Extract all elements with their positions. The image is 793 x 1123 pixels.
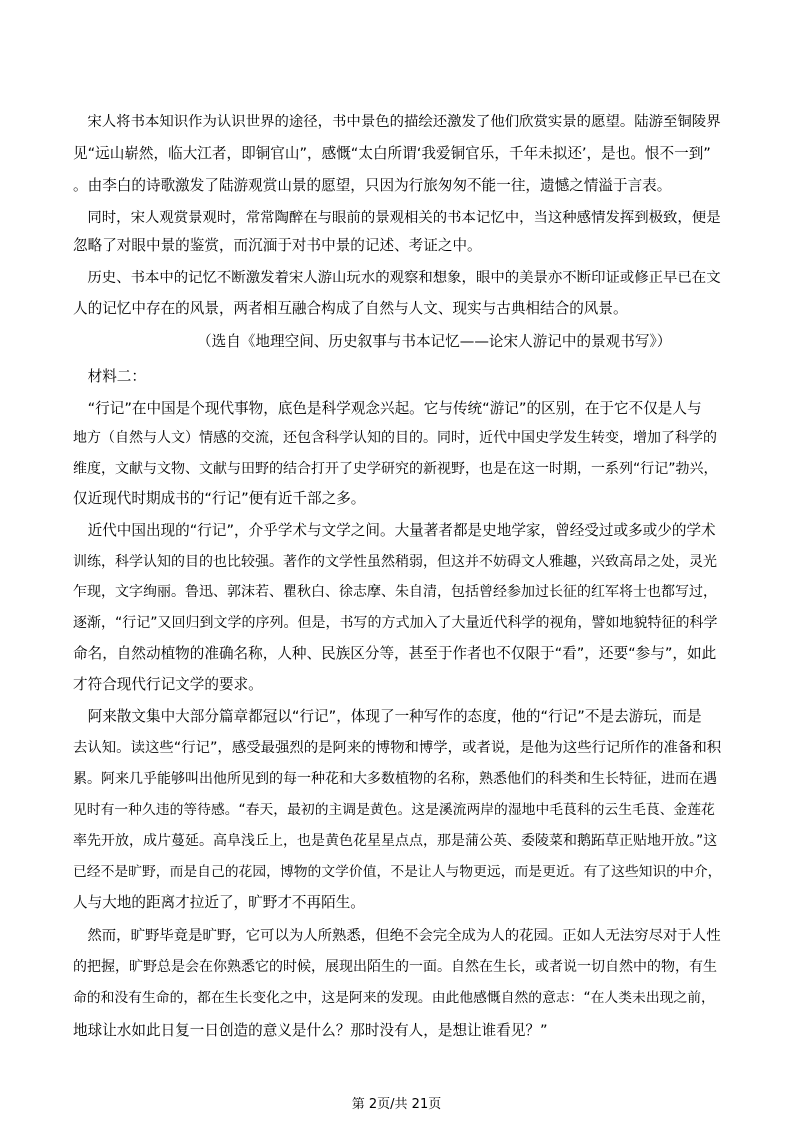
text-line: 宋人将书本知识作为认识世界的途径，书中景色的描绘还激发了他们欣赏实景的愿望。陆游至铜陵界 [73,114,721,130]
text-line: 见时有一种久违的等待感。“春天，最初的主调是黄色。这是溪流两岸的湿地中毛茛科的云生毛茛、金莲花 [73,802,715,818]
text-line: 然而，旷野毕竟是旷野，它可以为人所熟悉，但绝不会完全成为人的花园。正如人无法穷尽对于人性 [73,928,721,944]
text-line: 已经不是旷野，而是自己的花园，博物的文学价值，不是让人与物更远，而是更近。有了这些知识的中介， [73,864,722,880]
text-line: 累。阿来几乎能够叫出他所见到的每一种花和大多数植物的名称，熟悉他们的科类和生长特征，进而在遇 [73,771,717,787]
text-line: “行记”在中国是个现代事物，底色是科学观念兴起。它与传统“游记”的区别，在于它不仅是人与 [73,400,702,417]
text-line: 人与大地的距离才拉近了，旷野才不再陌生。 [73,894,365,911]
text-line: 逐渐，“行记”又回归到文学的序列。但是，书写的方式加入了大量近代科学的视角，譬如地貌特征的科学 [73,615,718,631]
text-line: 仅近现代时期成书的“行记”便有近千部之多。 [73,490,366,507]
text-line: 乍现，文字绚丽。鲁迅、郭沫若、瞿秋白、徐志摩、朱自清，包括曾经参加过长征的红军将士也都写过， [73,584,717,600]
text-line: 人的记忆中存在的风景，两者相互融合构成了自然与人文、现实与古典相结合的风景。 [73,300,628,317]
text-line: 去认知。读这些“行记”，感受最强烈的是阿来的博物和博学，或者说，是他为这些行记所作的准备和积 [73,740,722,756]
text-line: 阿来散文集中大部分篇章都冠以“行记”，体现了一种写作的态度，他的“行记”不是去游玩，而是 [73,708,702,725]
text-line: 维度，文献与文物、文献与田野的结合打开了史学研究的新视野，也是在这一时期，一系列“行记”勃兴， [73,461,718,477]
text-line: 命的和没有生命的，都在生长变化之中，这是阿来的发现。由此他感慨自然的意志：“在人类未出现之前， [73,990,715,1006]
text-line: 材料二： [73,368,146,385]
text-line: 近代中国出现的“行记”，介乎学术与文学之间。大量著者都是史地学家，曾经受过或多或少的学术 [73,522,716,539]
text-line: 的把握，旷野总是会在你熟悉它的时候，展现出陌生的一面。自然在生长，或者说一切自然中的物，有生 [73,959,717,975]
text-line: 忽略了对眼中景的鉴赏，而沉湎于对书中景的记述、考证之中。 [73,237,482,254]
text-line: 才符合现代行记文学的要求。 [73,676,263,693]
text-line: （选自《地理空间、历史叙事与书本记忆——论宋人游记中的景观书写》） [73,333,672,350]
text-line: 历史、书本中的记忆不断激发着宋人游山玩水的观察和想象，眼中的美景亦不断印证或修正早已在文 [73,270,721,286]
page-footer: 第 2页/共 21页 [351,1097,442,1112]
text-line: 地方（自然与人文）情感的交流，还包含科学认知的目的。同时，近代中国史学发生转变，增加了科学的 [73,430,717,446]
text-line: 同时，宋人观赏景观时，常常陶醉在与眼前的景观相关的书本记忆中，当这种感情发挥到极致，便是 [73,210,721,226]
text-line: 命名，自然动植物的准确名称，人种、民族区分等，甚至于作者也不仅限于“看”，还要“参与”，如此 [73,645,717,662]
text-line: 训练，科学认知的目的也比较强。著作的文学性虽然稍弱，但这并不妨碍文人雅趣，兴致高昂之处，灵光 [73,554,717,570]
text-line: 率先开放，成片蔓延。高阜浅丘上，也是黄色花星星点点，那是蒲公英、委陵菜和鹅跖草正贴地开放。”这 [73,833,718,849]
text-line: 见“远山崭然，临大江者，即铜官山”，感慨“太白所谓‘我爱铜官乐，千年未拟还’，是也。恨不一到” [73,145,711,162]
text-line: 。由李白的诗歌激发了陆游观赏山景的愿望，只因为行旅匆匆不能一往，遗憾之情溢于言表。 [73,177,672,194]
text-line: 地球让水如此日复一日创造的意义是什么？那时没有人，是想让谁看见？” [73,1022,548,1039]
